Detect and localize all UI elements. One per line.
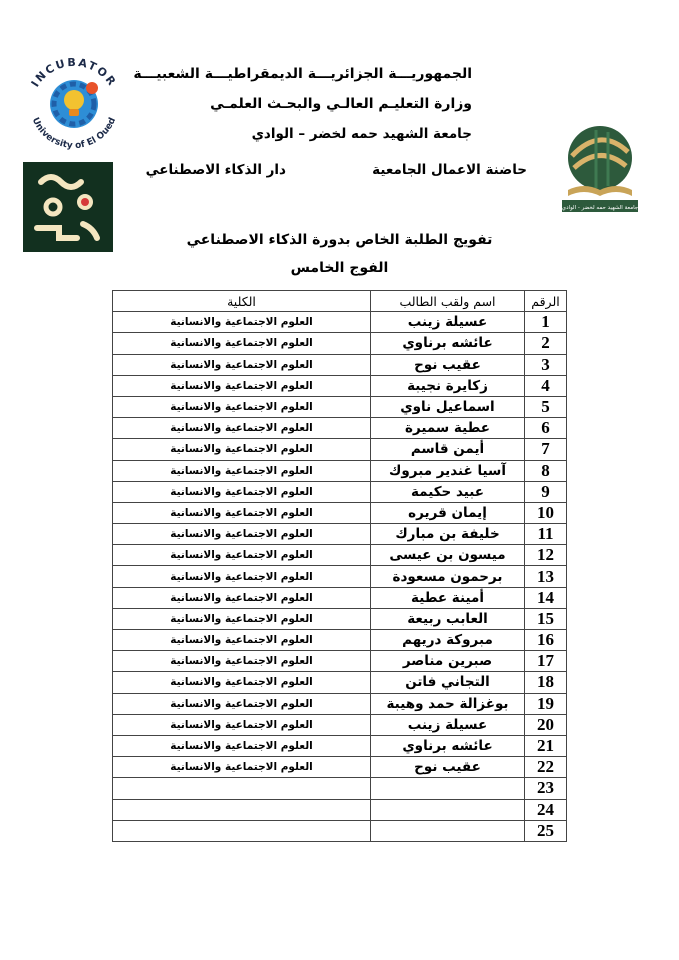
student-name: آسيا غندير مبروك (371, 460, 525, 481)
faculty-name: العلوم الاجتماعية والانسانية (113, 757, 371, 778)
row-number: 12 (525, 545, 567, 566)
student-name: زكايرة نجيبة (371, 375, 525, 396)
table-row (113, 545, 567, 566)
row-number: 4 (525, 375, 567, 396)
student-name: عسيلة زينب (371, 312, 525, 333)
student-name: عائشه برناوي (371, 735, 525, 756)
table-row (113, 333, 567, 354)
page-subtitle: الفوج الخامس (290, 260, 389, 276)
table-row (113, 354, 567, 375)
table-row (113, 460, 567, 481)
student-name: عطية سميرة (371, 418, 525, 439)
row-number: 16 (525, 630, 567, 651)
table-row (113, 566, 567, 587)
university-heading: جامعة الشهيد حمه لخضر – الوادي (251, 126, 472, 142)
table-row (113, 524, 567, 545)
table-row (113, 693, 567, 714)
faculty-name: العلوم الاجتماعية والانسانية (113, 375, 371, 396)
student-name: بوغزالة حمد وهيبة (371, 693, 525, 714)
faculty-name (113, 778, 371, 799)
table-row (113, 651, 567, 672)
table-row (113, 502, 567, 523)
table-header-row (113, 291, 567, 312)
student-name: عسيلة زينب (371, 714, 525, 735)
row-number: 1 (525, 312, 567, 333)
row-number: 8 (525, 460, 567, 481)
student-name: التجاني فاتن (371, 672, 525, 693)
republic-heading: الجمهوريـــة الجزائريـــة الديمقراطيـــة الشعبيـــة (133, 66, 472, 82)
row-number: 24 (525, 799, 567, 820)
table-row (113, 396, 567, 417)
row-number: 14 (525, 587, 567, 608)
table-row (113, 672, 567, 693)
faculty-name: العلوم الاجتماعية والانسانية (113, 651, 371, 672)
student-name: عائشه برناوي (371, 333, 525, 354)
student-name (371, 820, 525, 841)
row-number: 19 (525, 693, 567, 714)
faculty-name: العلوم الاجتماعية والانسانية (113, 735, 371, 756)
faculty-name: العلوم الاجتماعية والانسانية (113, 714, 371, 735)
faculty-name: العلوم الاجتماعية والانسانية (113, 418, 371, 439)
table-row (113, 439, 567, 460)
table-row (113, 799, 567, 820)
univ-logo-caption: جامعة الشهيد حمه لخضر - الوادي (561, 205, 639, 211)
table-row (113, 608, 567, 629)
student-name: ميسون بن عيسى (371, 545, 525, 566)
student-name (371, 778, 525, 799)
ministry-heading: وزارة التعليـم العالـي والبحـث العلمـي (210, 96, 472, 112)
row-number: 5 (525, 396, 567, 417)
row-number: 6 (525, 418, 567, 439)
incubator-unit-label: حاضنة الاعمال الجامعية (372, 162, 527, 178)
faculty-name: العلوم الاجتماعية والانسانية (113, 587, 371, 608)
row-number: 10 (525, 502, 567, 523)
row-number: 17 (525, 651, 567, 672)
student-name: إيمان قريره (371, 502, 525, 523)
table-row (113, 735, 567, 756)
header-faculty: الكلية (113, 291, 371, 312)
faculty-name: العلوم الاجتماعية والانسانية (113, 439, 371, 460)
header-name: اسم ولقب الطالب (371, 291, 525, 312)
table-row (113, 820, 567, 841)
row-number: 3 (525, 354, 567, 375)
faculty-name: العلوم الاجتماعية والانسانية (113, 354, 371, 375)
students-table (112, 290, 567, 842)
table-row (113, 630, 567, 651)
faculty-name: العلوم الاجتماعية والانسانية (113, 396, 371, 417)
faculty-name: العلوم الاجتماعية والانسانية (113, 333, 371, 354)
faculty-name: العلوم الاجتماعية والانسانية (113, 672, 371, 693)
row-number: 21 (525, 735, 567, 756)
table-row (113, 375, 567, 396)
faculty-name (113, 820, 371, 841)
student-name: اسماعيل ناوي (371, 396, 525, 417)
student-name: خليفة بن مبارك (371, 524, 525, 545)
table-row (113, 714, 567, 735)
faculty-name: العلوم الاجتماعية والانسانية (113, 481, 371, 502)
row-number: 15 (525, 608, 567, 629)
row-number: 22 (525, 757, 567, 778)
student-name: عبيد حكيمة (371, 481, 525, 502)
faculty-name: العلوم الاجتماعية والانسانية (113, 630, 371, 651)
faculty-name: العلوم الاجتماعية والانسانية (113, 502, 371, 523)
row-number: 7 (525, 439, 567, 460)
row-number: 13 (525, 566, 567, 587)
faculty-name: العلوم الاجتماعية والانسانية (113, 460, 371, 481)
row-number: 18 (525, 672, 567, 693)
row-number: 11 (525, 524, 567, 545)
university-logo (556, 116, 644, 214)
table-row (113, 312, 567, 333)
student-name: عقيب نوح (371, 757, 525, 778)
page-title: تفويج الطلبة الخاص بدورة الذكاء الاصطناعي (186, 232, 493, 248)
row-number: 23 (525, 778, 567, 799)
row-number: 20 (525, 714, 567, 735)
faculty-name: العلوم الاجتماعية والانسانية (113, 524, 371, 545)
faculty-name: العلوم الاجتماعية والانسانية (113, 608, 371, 629)
table-row (113, 418, 567, 439)
faculty-name: العلوم الاجتماعية والانسانية (113, 545, 371, 566)
header-number: الرقم (525, 291, 567, 312)
student-name: مبروكة دريهم (371, 630, 525, 651)
table-row (113, 481, 567, 502)
row-number: 25 (525, 820, 567, 841)
faculty-name (113, 799, 371, 820)
faculty-name: العلوم الاجتماعية والانسانية (113, 312, 371, 333)
student-name: صبرين مناصر (371, 651, 525, 672)
faculty-name: العلوم الاجتماعية والانسانية (113, 693, 371, 714)
student-name: برحمون مسعودة (371, 566, 525, 587)
incubator-logo (18, 48, 130, 150)
student-name: العابب ربيعة (371, 608, 525, 629)
row-number: 9 (525, 481, 567, 502)
table-row (113, 757, 567, 778)
incubator-arc-text: INCUBATOR (28, 55, 120, 90)
student-name: أمينة عطية (371, 587, 525, 608)
incubator-sub-text: University of El Oued (29, 116, 119, 150)
table-row (113, 587, 567, 608)
table-row (113, 778, 567, 799)
student-name: عقيب نوح (371, 354, 525, 375)
student-name (371, 799, 525, 820)
faculty-name: العلوم الاجتماعية والانسانية (113, 566, 371, 587)
student-name: أيمن قاسم (371, 439, 525, 460)
row-number: 2 (525, 333, 567, 354)
ai-house-label: دار الذكاء الاصطناعي (145, 162, 286, 178)
